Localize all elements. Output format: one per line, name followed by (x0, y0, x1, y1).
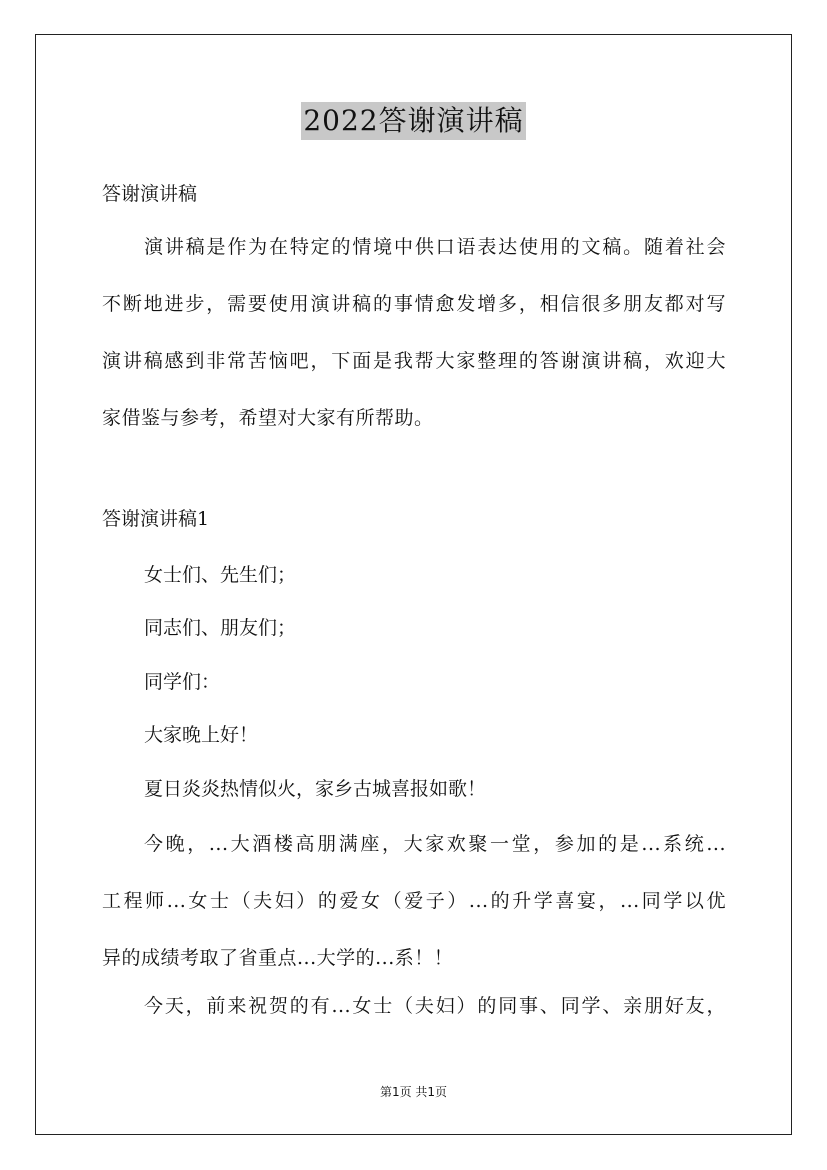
paragraph-line: 不断地进步，需要使用演讲稿的事情愈发增多，相信很多朋友都对写 (102, 293, 726, 315)
section-heading: 答谢演讲稿 (102, 183, 198, 205)
paragraph-line: 演讲稿是作为在特定的情境中供口语表达使用的文稿。随着社会 (144, 236, 726, 258)
greeting-line: 同志们、朋友们； (144, 617, 297, 639)
paragraph-line: 异的成绩考取了省重点...大学的...系！！ (102, 947, 454, 969)
greeting-line: 同学们： (144, 671, 221, 693)
speech-paragraph (102, 993, 726, 1050)
paragraph-line: 今晚，...大酒楼高朋满座，大家欢聚一堂，参加的是...系统... (144, 833, 726, 855)
paragraph-line: 工程师...女士（夫妇）的爱女（爱子）...的升学喜宴，...同学以优 (102, 890, 726, 912)
page-number: 第1页 共1页 (379, 1085, 448, 1099)
title-container (0, 102, 827, 140)
speech-heading: 答谢演讲稿1 (102, 508, 210, 530)
paragraph-line: 今天，前来祝贺的有...女士（夫妇）的同事、同学、亲朋好友， (144, 995, 726, 1017)
paragraph-line: 家借鉴与参考，希望对大家有所帮助。 (102, 407, 434, 429)
greeting-line: 大家晚上好！ (144, 724, 259, 746)
greeting-line: 女士们、先生们； (144, 564, 297, 586)
greeting-line: 夏日炎炎热情似火，家乡古城喜报如歌！ (144, 778, 487, 800)
speech-paragraph (102, 831, 726, 1002)
paragraph-line: 演讲稿感到非常苦恼吧，下面是我帮大家整理的答谢演讲稿，欢迎大 (102, 350, 726, 372)
document-title: 2022答谢演讲稿 (301, 102, 525, 140)
intro-paragraph (102, 234, 726, 462)
